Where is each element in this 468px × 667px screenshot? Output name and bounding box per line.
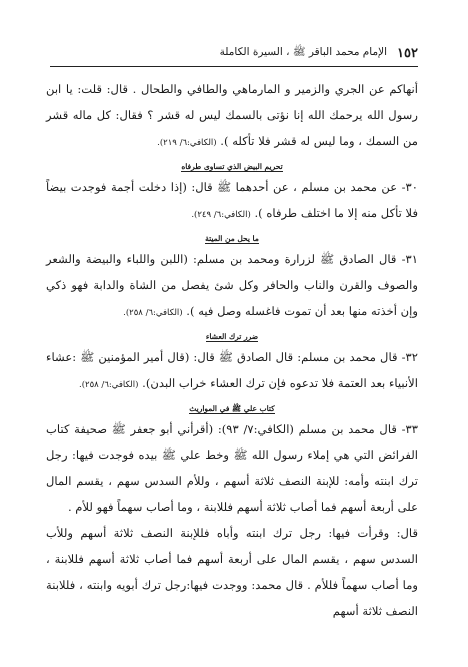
section-heading: ما يحل من الميتة	[205, 234, 259, 243]
paragraph: ٣٠- عن محمد بن مسلم ، عن أحدهما ﷺ قال: (إذا دخلت أجمة فوجدت بيضاً فلا تأكل منه إلا ما اختلف طرفاه ). (الكافي:٦/ ٢٤٩).	[46, 180, 418, 220]
paragraph: ٣٣- قال محمد بن مسلم (الكافي:٧/ ٩٣): (أقرأني أبو جعفر ﷺ صحيفة كتاب الفرائض التي هي إملاء رسول الله ﷺ وخط علي ﷺ بيده فوجدت فيها: رجل ترك ابنته وأمه: للإبنة النصف ثلاثة أسهم ، وللأم السدس سهم ، يقسم المال على أربعة أسهم فما أصاب ثلاثة أسهم فللابنة ، وما أصاب سهماً فهو للأم .	[46, 422, 418, 514]
paragraph: ٣١- قال الصادق ﷺ لزرارة ومحمد بن مسلم: (اللبن واللباء والبيضة والشعر والصوف والقرن والناب والحافر وكل شئ يفصل من الشاة والدابة فهو ذكي وإن أخذته منها بعد أن تموت فاغسله وصل فيه ). (الكافي:٦/ ٢٥٨).	[46, 252, 418, 318]
page-number: ١٥٢	[397, 45, 418, 61]
section-heading: تحريم البيض الذي تساوى طرفاه	[181, 162, 283, 171]
section-heading: ضرر ترك العشاء	[205, 332, 259, 341]
citation: (الكافي:٦/ ٢٥٨).	[79, 380, 139, 390]
citation: (الكافي:٦/ ٢٥٨).	[123, 308, 183, 318]
paragraph: قال: وقرأت فيها: رجل ترك ابنته وأباه فللإبنة النصف ثلاثة أسهم وللأب السدس سهم ، يقسم المال على أربعة أسهم فما أصاب ثلاثة أسهم فللابنة ، وما أصاب سهماً فللأم . قال محمد: ووجدت فيها:رجل ترك أبويه وابنته ، فللابنة النصف ثلاثة أسهم	[46, 526, 418, 618]
running-title: الإمام محمد الباقر ﷺ ، السيرة الكاملة	[219, 45, 388, 58]
page-header	[50, 44, 418, 62]
section-heading: كتاب علي ﷺ في المواريث	[189, 404, 275, 413]
header-rule	[50, 66, 418, 67]
citation: (الكافي:٦/ ٢٤٩).	[191, 210, 251, 220]
citation: (الكافي:٦/ ٢١٩).	[157, 138, 217, 148]
paragraph: أنهاكم عن الجري والزمير و المارماهي والطافي والطحال . قال: قلت: يا ابن رسول الله يرحمك الله إنا نؤتى بالسمك ليس له قشر ؟ فقال: كل ماله قشر من السمك ، وما ليس له قشر فلا تأكله ). (الكافي:٦/ ٢١٩).	[46, 82, 418, 148]
body-text	[46, 76, 418, 624]
paragraph: ٣٢- قال محمد بن مسلم: قال الصادق ﷺ قال: (قال أمير المؤمنين ﷺ :عشاء الأنبياء بعد العتمة فلا تدعوه فإن ترك العشاء خراب البدن). (الكافي:٦/ ٢٥٨).	[46, 350, 418, 390]
